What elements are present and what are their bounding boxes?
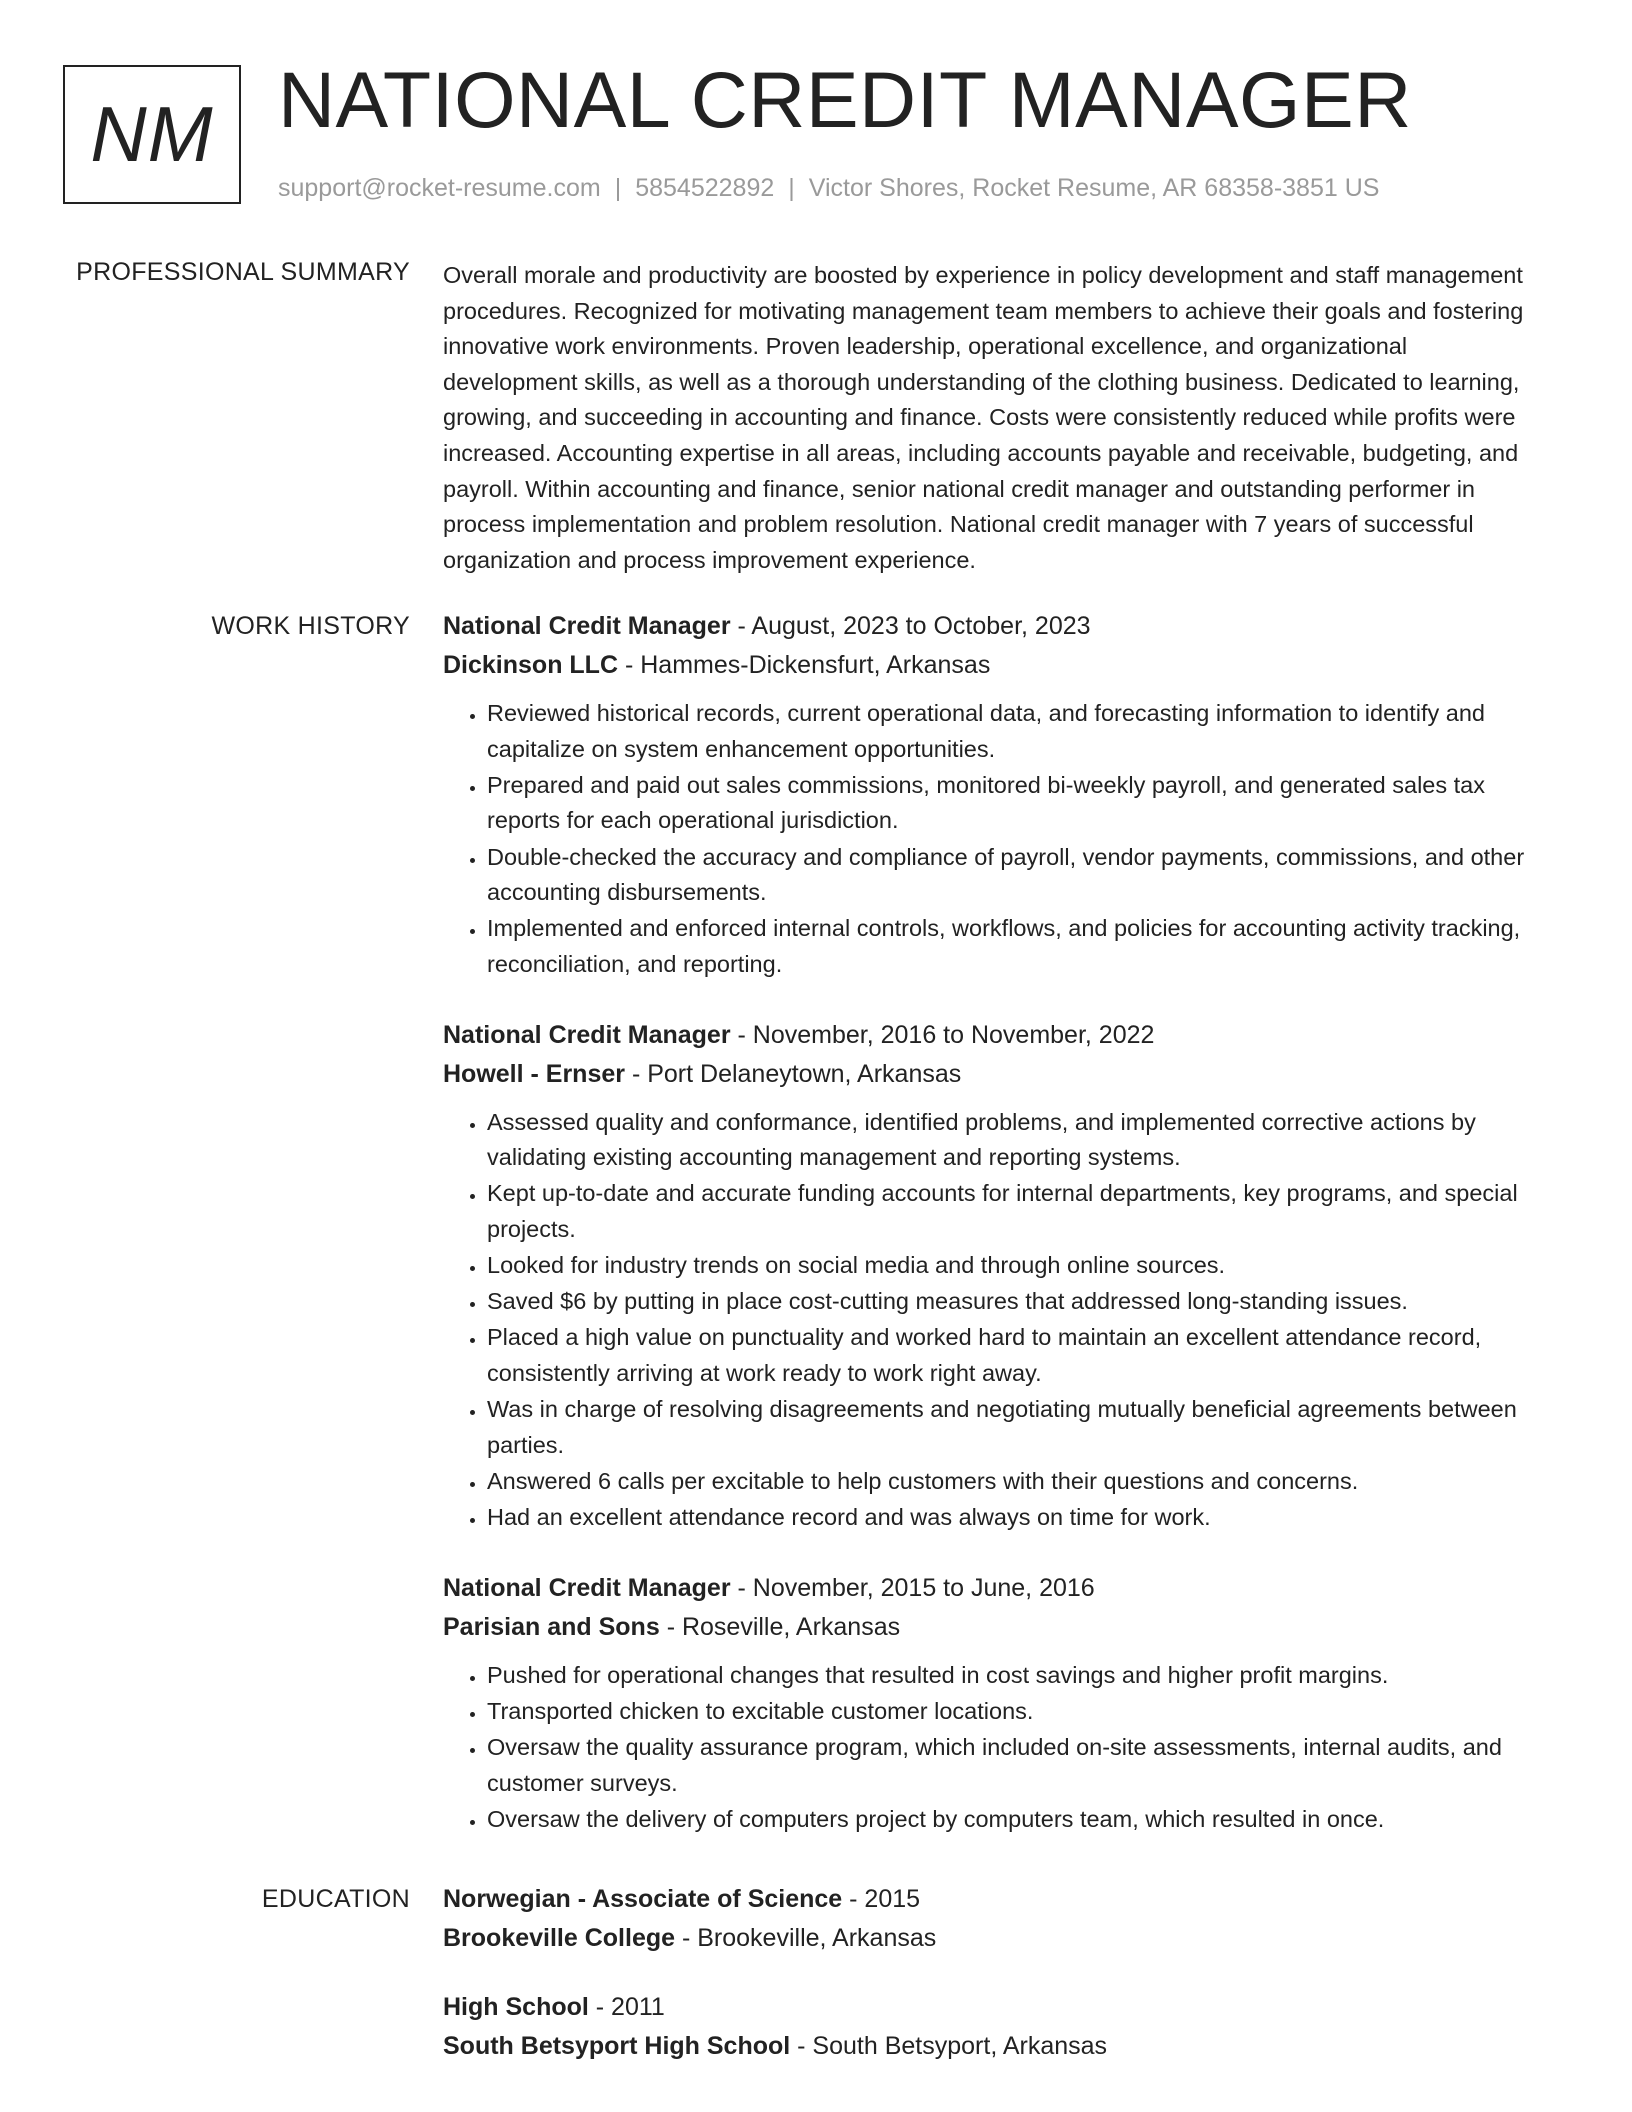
job-company-line [443,646,1543,685]
job-company-line [443,1608,1543,1647]
education-degree: Norwegian - Associate of Science [443,1885,843,1913]
job-dates: - August, 2023 to October, 2023 [730,612,1091,640]
job-company: Dickinson LLC [443,651,619,679]
job-bullet: • Pushed for operational changes that resulted in cost savings and higher profit margins. [487,1658,1543,1694]
education-entry [443,1988,1543,2066]
job-bullets [443,696,1543,983]
section-title-summary: PROFESSIONAL SUMMARY [76,258,410,286]
education-year: - 2011 [588,1993,665,2021]
job-location: - Hammes-Dickensfurt, Arkansas [618,651,991,679]
contact-phone[interactable]: 5854522892 [635,174,775,202]
job-bullet: • Prepared and paid out sales commissions, monitored bi-weekly payroll, and generated sales tax reports for each operational jurisdiction. [487,768,1543,839]
education-location: - Brookeville, Arkansas [675,1924,937,1952]
contact-separator: | [614,174,622,202]
contact-email[interactable]: support@rocket-resume.com [278,174,601,202]
resume-header [0,0,1632,230]
job-bullet: • Double-checked the accuracy and compliance of payroll, vendor payments, commissions, and other accounting disbursements. [487,840,1543,911]
education-entry [443,1880,1543,1958]
job-company: Parisian and Sons [443,1612,660,1641]
education-degree-line [443,1988,1543,2027]
education-school: Brookeville College [443,1924,676,1952]
job-entry [443,607,1543,983]
job-bullet: • Placed a high value on punctuality and worked hard to maintain an excellent attendance record, consistently arriving at work ready to work right away. [487,1320,1543,1391]
job-position: National Credit Manager [443,1573,731,1602]
job-bullets [443,1658,1543,1838]
job-title-line [443,607,1543,646]
job-bullet: • Reviewed historical records, current operational data, and forecasting information to identify and capitalize on system enhancement opportunities. [487,696,1543,767]
education-location: - South Betsyport, Arkansas [790,2032,1108,2060]
job-bullet: • Had an excellent attendance record and was always on time for work. [487,1500,1543,1536]
job-bullet: • Oversaw the delivery of computers project by computers team, which resulted in once. [487,1802,1543,1838]
section-title-education: EDUCATION [261,1885,410,1913]
job-title-line [443,1016,1543,1055]
job-position: National Credit Manager [443,612,731,640]
contact-line [278,173,1379,203]
education-degree-line [443,1880,1543,1919]
job-dates: - November, 2015 to June, 2016 [730,1573,1095,1602]
job-entry [443,1569,1543,1838]
job-location: - Roseville, Arkansas [659,1612,901,1641]
job-position: National Credit Manager [443,1020,731,1049]
job-bullet: • Oversaw the quality assurance program, which included on-site assessments, internal audits, and customer surveys. [487,1730,1543,1801]
job-bullet: • Answered 6 calls per excitable to help customers with their questions and concerns. [487,1464,1543,1500]
education-degree: High School [443,1993,589,2021]
job-bullet: • Looked for industry trends on social media and through online sources. [487,1248,1543,1284]
summary-text: Overall morale and productivity are boosted by experience in policy development and staff management procedures. Recognized for motivating management team members to achieve their goals and fostering innovative work environments. Proven leadership, operational excellence, and organizational development skills, as well as a thorough understanding of the clothing business. Dedicated to learning, growing, and succeeding in accounting and finance. Costs were consistently reduced while profits were increased. Accounting expertise in all areas, including accounts payable and receivable, budgeting, and payroll. Within accounting and finance, senior national credit manager and outstanding performer in process implementation and problem resolution. National credit manager with 7 years of successful organization and process improvement experience. [443,262,1524,573]
section-title-work-history: WORK HISTORY [211,612,410,640]
education-school-line [443,2027,1543,2066]
job-bullet: • Was in charge of resolving disagreements and negotiating mutually beneficial agreements between parties. [487,1392,1543,1463]
job-title-line [443,1569,1543,1608]
education-year: - 2015 [842,1885,921,1913]
job-bullet: • Assessed quality and conformance, identified problems, and implemented corrective actions by validating existing accounting management and reporting systems. [487,1105,1543,1176]
resume-title: NATIONAL CREDIT MANAGER [278,55,1412,144]
contact-separator: | [788,174,795,202]
job-bullet: • Saved $6 by putting in place cost-cutting measures that addressed long-standing issues. [487,1284,1543,1320]
job-bullet: • Kept up-to-date and accurate funding accounts for internal departments, key programs, and special projects. [487,1176,1543,1247]
job-entry [443,1016,1543,1536]
job-bullets [443,1105,1543,1536]
contact-address: Victor Shores, Rocket Resume, AR 68358-3851 US [808,174,1380,202]
education-school: South Betsyport High School [443,2032,791,2060]
job-company: Howell - Ernser [443,1059,625,1088]
job-location: - Port Delaneytown, Arkansas [625,1059,962,1088]
monogram-logo: NM [63,65,241,204]
education-school-line [443,1919,1543,1958]
job-bullet: • Transported chicken to excitable customer locations. [487,1694,1543,1730]
job-dates: - November, 2016 to November, 2022 [730,1020,1155,1049]
job-company-line [443,1055,1543,1094]
job-bullet: • Implemented and enforced internal controls, workflows, and policies for accounting activity tracking, reconciliation, and reporting. [487,911,1543,982]
